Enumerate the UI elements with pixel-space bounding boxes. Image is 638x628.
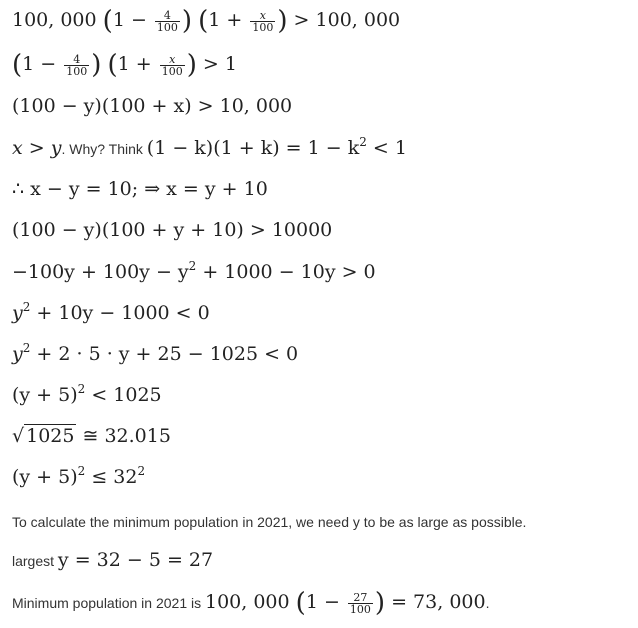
equation-line-11: √ 1025 ≅ 32.015	[12, 425, 171, 447]
label-text: Minimum population in 2021 is	[12, 595, 205, 611]
equation-line-1: 100, 000 (1 − $\frac{4}{100}$ ) (1 + $\frac{x}{100}$ ) > 100, 000	[12, 6, 401, 36]
math-text: < 1	[366, 137, 407, 159]
fraction: $\frac{27}{100}$	[349, 590, 371, 616]
fraction: $\frac{4}{100}$	[66, 52, 88, 78]
math-text: (1 − k)(1 + k) = 1 − k	[146, 137, 360, 159]
fraction: $\frac{x}{100}$	[161, 52, 183, 78]
equation-line-9: $y^2 + 2 \cdot 5 \cdot y + 25 - 1025 < 0$	[12, 341, 299, 365]
math-text: > 100, 000	[287, 9, 401, 31]
math-text: 1 +	[208, 9, 249, 31]
math-text: 100, 000	[12, 9, 97, 31]
result-line-minimum: Minimum population in 2021 is 100, 000 (1 − $\frac{27}{100}$ ) = 73, 000.	[12, 588, 490, 618]
equation-line-7: $-100y + 100y - y^2 + 1000 - 10y > 0$	[12, 259, 376, 283]
equation-line-3: (100 − y)(100 + x) > 10, 000	[12, 95, 293, 117]
equation-line-10: $(y + 5)^2 < 1025$	[12, 382, 162, 406]
explanation-line: To calculate the minimum population in 2021, we need y to be as large as possible.	[12, 514, 527, 530]
equation-line-4: x > y. Why? Think $(1 - k)(1 + k) = 1 - k^2 < 1$	[12, 135, 407, 159]
fraction: $\frac{x}{100}$	[252, 8, 274, 34]
fraction: $\frac{4}{100}$	[156, 8, 178, 34]
explanation-text: . Why? Think	[61, 141, 147, 157]
math-text: x > y	[12, 137, 62, 159]
equation-line-5: ∴ x − y = 10; ⇒ x = y + 10	[12, 178, 268, 200]
math-text: > 1	[196, 53, 237, 75]
math-text: 1 −	[22, 53, 63, 75]
equation-line-2: (1 − $\frac{4}{100}$ ) (1 + $\frac{x}{100}$ ) > 1	[12, 50, 237, 80]
square-root: √ 1025	[12, 425, 75, 447]
math-text: 1 +	[117, 53, 158, 75]
math-text: 1 −	[112, 9, 153, 31]
equation-line-8: $y^2 + 10y - 1000 < 0$	[12, 300, 210, 324]
result-line-largest	[12, 548, 213, 573]
equation-line-6: (100 − y)(100 + y + 10) > 10000	[12, 219, 333, 241]
label-text: largest	[12, 553, 58, 569]
math-text: y = 32 − 5 = 27	[57, 549, 214, 571]
equation-line-12: $(y + 5)^2 \le 32^2$	[12, 464, 146, 488]
